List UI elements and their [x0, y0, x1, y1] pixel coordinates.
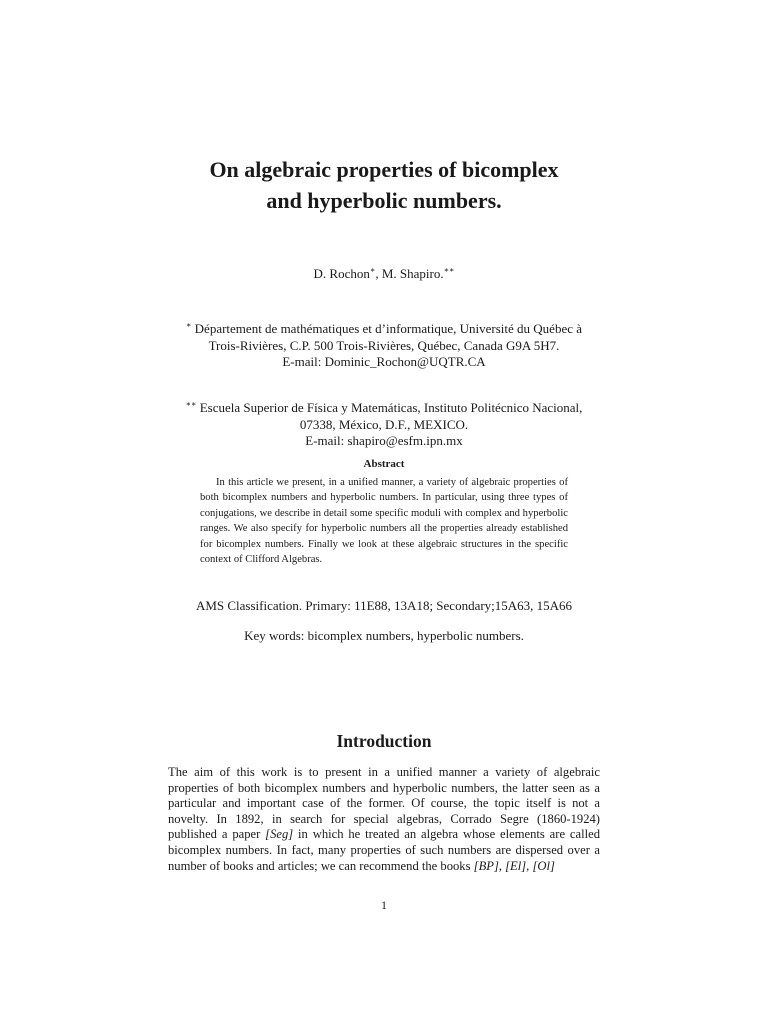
- author-list: [0, 266, 768, 282]
- author-shapiro: M. Shapiro.: [381, 266, 444, 281]
- title-line-2: and hyperbolic numbers.: [266, 188, 502, 213]
- abstract-heading: Abstract: [363, 458, 405, 470]
- affiliation-uqtr: [0, 321, 768, 371]
- citation-ol: [Ol]: [532, 858, 555, 873]
- citation-bp: [BP]: [473, 858, 499, 873]
- introduction-paragraph: The aim of this work is to present in a unified manner a variety of algebraic properties of both bicomplex numbers and hyperbolic numbers, the latter seen as a particular and important case of the former. Of course, the topic itself is not a novelty. In 1892, in search for special algebras, Corrado Segre (1860-1924) published a paper [Seg] in which he treated an algebra whose elements are called bicomplex numbers. In fact, many properties of such numbers are dispersed over a number of books and articles; we can recommend the books [BP], [El], [Ol]: [168, 765, 600, 873]
- affiliation-esfm-line-2: 07338, México, D.F., MEXICO.: [299, 416, 469, 432]
- abstract-text: In this article we present, in a unified manner, a variety of algebraic properties of both bicomplex numbers and hyperbolic numbers. In particular, using three types of conjugations, we describe in detail some specific moduli with complex and hyperbolic ranges. We also specify for hyperbolic numbers all the properties already established for bicomplex numbers. Finally we look at these algebraic structures in the specific context of Clifford Algebras.: [200, 477, 568, 566]
- affiliation-esfm-email: E-mail: shapiro@esfm.ipn.mx: [305, 433, 463, 448]
- paper-title: [0, 154, 768, 216]
- affiliation-uqtr-email: E-mail: Dominic_Rochon@UQTR.CA: [282, 354, 486, 369]
- affiliation-uqtr-line-1: ∗ Département de mathématiques et d’informatique, Université du Québec à: [185, 320, 582, 336]
- citation-el: [El]: [505, 858, 527, 873]
- author-mark-1: ∗: [369, 265, 376, 275]
- author-separator: ,: [375, 266, 382, 281]
- affiliation-uqtr-mark: ∗: [185, 320, 192, 330]
- section-heading-introduction: Introduction: [336, 731, 432, 751]
- keywords: Key words: bicomplex numbers, hyperbolic numbers.: [244, 628, 524, 643]
- affiliation-esfm-line-1: ∗∗ Escuela Superior de Física y Matemáticas, Instituto Politécnico Nacional,: [185, 399, 583, 415]
- affiliation-uqtr-line-2: Trois-Rivières, C.P. 500 Trois-Rivières, Québec, Canada G9A 5H7.: [208, 337, 560, 353]
- affiliation-esfm-mark: ∗∗: [185, 399, 197, 409]
- title-line-1: On algebraic properties of bicomplex: [209, 157, 559, 182]
- affiliation-esfm: [0, 400, 768, 450]
- citation-seg: [Seg]: [265, 827, 294, 842]
- author-mark-2: ∗∗: [443, 265, 455, 275]
- author-rochon: D. Rochon: [313, 266, 370, 281]
- ams-classification: AMS Classification. Primary: 11E88, 13A18; Secondary;15A63, 15A66: [195, 598, 573, 613]
- page-number: 1: [381, 898, 387, 912]
